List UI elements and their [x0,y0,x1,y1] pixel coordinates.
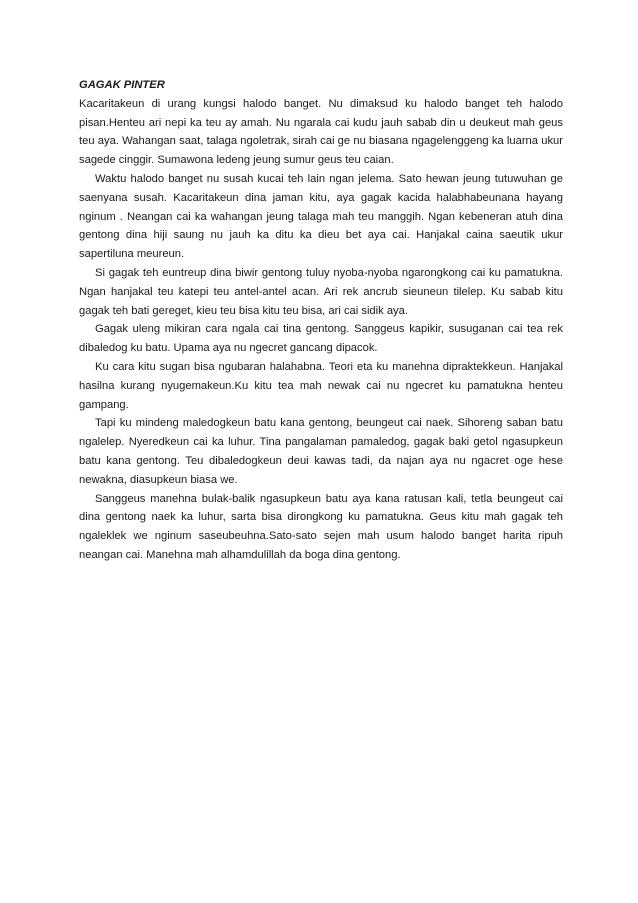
paragraph-4: Gagak uleng mikiran cara ngala cai tina gentong. Sanggeus kapikir, susuganan cai tea rek dibaledog ku batu. Upama aya nu ngecret gancang dipacok. [79,323,563,355]
paragraph-2: Waktu halodo banget nu susah kucai teh lain ngan jelema. Sato hewan jeung tutuwuhan ge saenyana susah. Kacaritakeun dina jaman kitu, aya gagak kacida halabhabeunana hayang nginum . Neangan cai ka wahangan jeung talaga mah teu manggih. Ngan kebeneran atuh dina gentong dina hiji saung nu jauh ka ditu ka dieu bet aya cai. Hanjakal caina saeutik ukur sapertiluna meureun. [79,172,563,261]
story-title: GAGAK PINTER [79,79,165,91]
paragraph-7: Sanggeus manehna bulak-balik ngasupkeun batu aya kana ratusan kali, tetla beungeut cai dina gentong naek ka luhur, sarta bisa dirongkong ku pamatukna. Geus kitu mah gagak teh ngaleklek we nginum saseubeuhna.Sato-sato sejen mah usum halodo banget harita ripuh neangan cai. Manehna mah alhamdulillah da boga dina gentong. [79,492,563,561]
paragraph-3: Si gagak teh euntreup dina biwir gentong tuluy nyoba-nyoba ngarongkong cai ku pamatukna. Ngan hanjakal teu katepi teu antel-antel acan. Ari rek ancrub sieuneun tilelep. Ku sabab kitu gagak teh bati gereget, kieu teu bisa kitu teu bisa, ari cai sidik aya. [79,266,563,317]
paragraph-1: Kacaritakeun di urang kungsi halodo banget. Nu dimaksud ku halodo banget teh halodo pisan.Henteu ari nepi ka teu ay amah. Nu ngarala cai kudu jauh sabab din u deukeut mah geus teu aya. Wahangan saat, talaga ngoletrak, sirah cai ge nu biasana ngagelenggeng ka luarna ukur sagede cinggir. Sumawona ledeng jeung sumur geus teu caian. [79,97,563,167]
paragraph-6: Tapi ku mindeng maledogkeun batu kana gentong, beungeut cai naek. Sihoreng saban batu ngalelep. Nyeredkeun cai ka luhur. Tina pangalaman pamaledog, gagak baki getol ngasupkeun batu kana gentong. Teu dibaledogkeun deui kawas tadi, da najan aya nu ngacret oge hese newakna, diasupkeun biasa we. [79,417,563,486]
paragraph-5: Ku cara kitu sugan bisa ngubaran halahabna. Teori eta ku manehna dipraktekkeun. Hanjakal hasilna kurang nyugemakeun.Ku kitu tea mah newak cai nu ngecret ku pamatukna henteu gampang. [79,360,563,411]
story-body [79,76,563,565]
